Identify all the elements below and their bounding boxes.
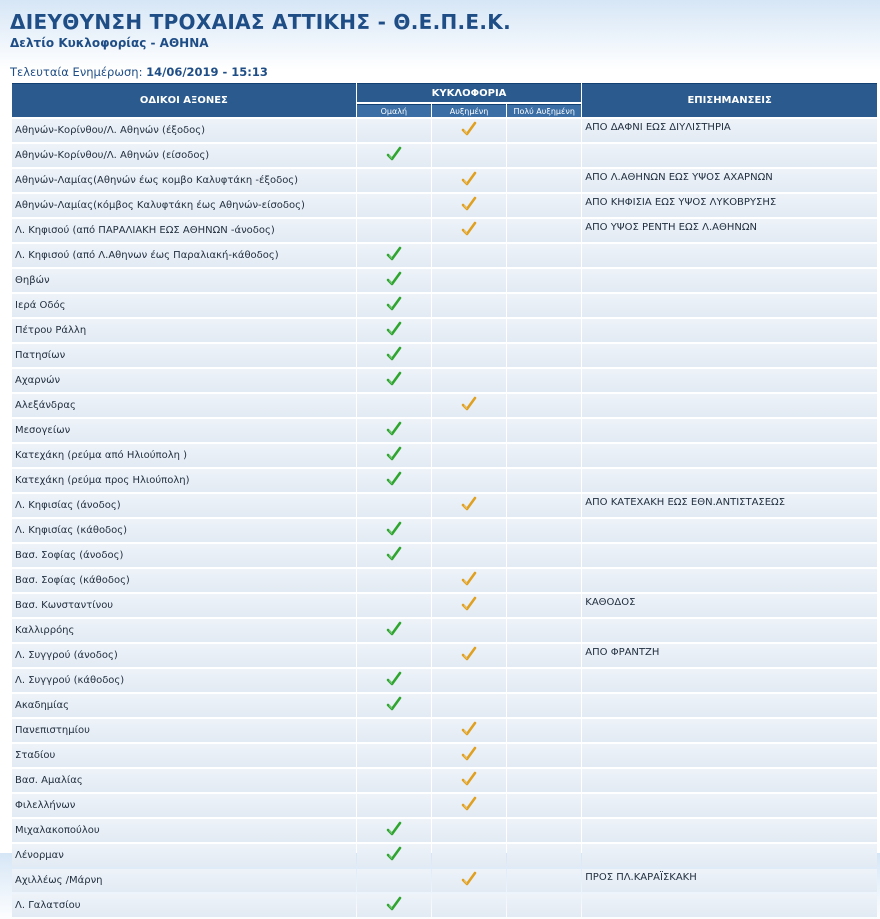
- remark: [582, 519, 877, 542]
- table-row: [12, 619, 877, 642]
- status-cell-very-increased: [507, 544, 581, 567]
- status-cell-very-increased: [507, 894, 581, 917]
- green-check-icon: [386, 271, 402, 287]
- status-cell-very-increased: [507, 344, 581, 367]
- table-row: [12, 119, 877, 142]
- status-cell-normal: [357, 244, 431, 267]
- orange-check-icon: [461, 221, 477, 237]
- traffic-table: [11, 81, 878, 919]
- status-cell-increased: [432, 669, 506, 692]
- header-increased: Αυξημένη: [432, 104, 506, 117]
- status-cell-increased: [432, 544, 506, 567]
- status-cell-normal: [357, 169, 431, 192]
- status-cell-very-increased: [507, 444, 581, 467]
- status-cell-increased: [432, 219, 506, 242]
- status-cell-normal: [357, 219, 431, 242]
- remark: [582, 269, 877, 292]
- status-cell-normal: [357, 144, 431, 167]
- status-cell-very-increased: [507, 469, 581, 492]
- remark: [582, 244, 877, 267]
- road-name: Κατεχάκη (ρεύμα προς Ηλιούπολη): [12, 469, 356, 492]
- status-cell-increased: [432, 469, 506, 492]
- status-cell-very-increased: [507, 819, 581, 842]
- orange-check-icon: [461, 646, 477, 662]
- status-cell-very-increased: [507, 744, 581, 767]
- road-name: Σταδίου: [12, 744, 356, 767]
- last-updated-value: 14/06/2019 - 15:13: [146, 65, 268, 79]
- table-row: [12, 144, 877, 167]
- green-check-icon: [386, 321, 402, 337]
- table-row: [12, 844, 877, 867]
- status-cell-normal: [357, 469, 431, 492]
- status-cell-increased: [432, 119, 506, 142]
- status-cell-very-increased: [507, 619, 581, 642]
- green-check-icon: [386, 521, 402, 537]
- orange-check-icon: [461, 496, 477, 512]
- remark: [582, 344, 877, 367]
- status-cell-normal: [357, 194, 431, 217]
- table-row: [12, 744, 877, 767]
- page-title: ΔΙΕΥΘΥΝΣΗ ΤΡΟΧΑΙΑΣ ΑΤΤΙΚΗΣ - Θ.Ε.Π.Ε.Κ.: [10, 10, 511, 34]
- status-cell-very-increased: [507, 144, 581, 167]
- status-cell-increased: [432, 269, 506, 292]
- status-cell-increased: [432, 194, 506, 217]
- status-cell-increased: [432, 519, 506, 542]
- status-cell-increased: [432, 344, 506, 367]
- road-name: Ακαδημίας: [12, 694, 356, 717]
- table-row: [12, 194, 877, 217]
- green-check-icon: [386, 246, 402, 262]
- table-row: [12, 344, 877, 367]
- table-row: [12, 519, 877, 542]
- status-cell-normal: [357, 794, 431, 817]
- road-name: Καλλιρρόης: [12, 619, 356, 642]
- status-cell-normal: [357, 619, 431, 642]
- green-check-icon: [386, 621, 402, 637]
- table-row: [12, 669, 877, 692]
- status-cell-increased: [432, 494, 506, 517]
- status-cell-normal: [357, 544, 431, 567]
- table-row: [12, 694, 877, 717]
- road-name: Αθηνών-Λαμίας(κόμβος Καλυφτάκη έως Αθηνών-είσοδος): [12, 194, 356, 217]
- remark: ΑΠΟ ΔΑΦΝΙ ΕΩΣ ΔΙΥΛΙΣΤΗΡΙΑ: [582, 119, 877, 142]
- remark: [582, 794, 877, 817]
- status-cell-normal: [357, 644, 431, 667]
- road-name: Λ. Κηφισού (από ΠΑΡΑΛΙΑΚΗ ΕΩΣ ΑΘΗΝΩΝ -άνοδος): [12, 219, 356, 242]
- road-name: Λένορμαν: [12, 844, 356, 867]
- status-cell-very-increased: [507, 494, 581, 517]
- orange-check-icon: [461, 196, 477, 212]
- road-name: Αχαρνών: [12, 369, 356, 392]
- road-name: Αλεξάνδρας: [12, 394, 356, 417]
- road-name: Θηβών: [12, 269, 356, 292]
- status-cell-increased: [432, 294, 506, 317]
- status-cell-normal: [357, 344, 431, 367]
- status-cell-very-increased: [507, 694, 581, 717]
- orange-check-icon: [461, 771, 477, 787]
- green-check-icon: [386, 696, 402, 712]
- header-traffic: ΚΥΚΛΟΦΟΡΙΑ: [357, 83, 582, 102]
- remark: [582, 419, 877, 442]
- status-cell-normal: [357, 819, 431, 842]
- green-check-icon: [386, 896, 402, 912]
- green-check-icon: [386, 671, 402, 687]
- status-cell-normal: [357, 569, 431, 592]
- status-cell-increased: [432, 794, 506, 817]
- table-row: [12, 294, 877, 317]
- road-name: Φιλελλήνων: [12, 794, 356, 817]
- remark: [582, 769, 877, 792]
- road-name: Βασ. Σοφίας (κάθοδος): [12, 569, 356, 592]
- status-cell-increased: [432, 744, 506, 767]
- page-header: [10, 10, 511, 50]
- remark: [582, 669, 877, 692]
- status-cell-normal: [357, 294, 431, 317]
- table-row: [12, 869, 877, 892]
- remark: [582, 744, 877, 767]
- table-row: [12, 644, 877, 667]
- remark: [582, 394, 877, 417]
- table-row: [12, 269, 877, 292]
- road-name: Λ. Κηφισίας (άνοδος): [12, 494, 356, 517]
- status-cell-very-increased: [507, 419, 581, 442]
- road-name: Ιερά Οδός: [12, 294, 356, 317]
- table-row: [12, 894, 877, 917]
- status-cell-normal: [357, 119, 431, 142]
- status-cell-very-increased: [507, 519, 581, 542]
- page-subtitle: Δελτίο Κυκλοφορίας - ΑΘΗΝΑ: [10, 36, 209, 50]
- road-name: Βασ. Αμαλίας: [12, 769, 356, 792]
- orange-check-icon: [461, 721, 477, 737]
- remark: ΑΠΟ ΚΑΤΕΧΑΚΗ ΕΩΣ ΕΘΝ.ΑΝΤΙΣΤΑΣΕΩΣ: [582, 494, 877, 517]
- remark: [582, 894, 877, 917]
- header-roads: ΟΔΙΚΟΙ ΑΞΟΝΕΣ: [12, 83, 356, 117]
- green-check-icon: [386, 421, 402, 437]
- status-cell-increased: [432, 594, 506, 617]
- status-cell-very-increased: [507, 869, 581, 892]
- table-row: [12, 794, 877, 817]
- table-row: [12, 394, 877, 417]
- status-cell-very-increased: [507, 394, 581, 417]
- status-cell-normal: [357, 419, 431, 442]
- status-cell-increased: [432, 169, 506, 192]
- table-row: [12, 494, 877, 517]
- status-cell-increased: [432, 719, 506, 742]
- status-cell-normal: [357, 519, 431, 542]
- status-cell-increased: [432, 844, 506, 867]
- status-cell-very-increased: [507, 719, 581, 742]
- orange-check-icon: [461, 596, 477, 612]
- last-updated-label: Τελευταία Ενημέρωση:: [10, 65, 143, 79]
- status-cell-increased: [432, 869, 506, 892]
- remark: [582, 319, 877, 342]
- table-row: [12, 719, 877, 742]
- green-check-icon: [386, 546, 402, 562]
- road-name: Κατεχάκη (ρεύμα από Ηλιούπολη ): [12, 444, 356, 467]
- status-cell-very-increased: [507, 644, 581, 667]
- table-row: [12, 419, 877, 442]
- remark: ΑΠΟ ΥΨΟΣ ΡΕΝΤΗ ΕΩΣ Λ.ΑΘΗΝΩΝ: [582, 219, 877, 242]
- status-cell-very-increased: [507, 844, 581, 867]
- road-name: Λ. Κηφισού (από Λ.Αθηνων έως Παραλιακή-κάθοδος): [12, 244, 356, 267]
- status-cell-normal: [357, 444, 431, 467]
- remark: [582, 294, 877, 317]
- road-name: Αθηνών-Κορίνθου/Λ. Αθηνών (είσοδος): [12, 144, 356, 167]
- status-cell-increased: [432, 144, 506, 167]
- traffic-rows: [12, 119, 877, 917]
- table-row: [12, 469, 877, 492]
- status-cell-normal: [357, 694, 431, 717]
- remark: ΠΡΟΣ ΠΛ.ΚΑΡΑΪΣΚΑΚΗ: [582, 869, 877, 892]
- status-cell-very-increased: [507, 594, 581, 617]
- green-check-icon: [386, 371, 402, 387]
- remark: [582, 369, 877, 392]
- header-normal: Ομαλή: [357, 104, 431, 117]
- status-cell-normal: [357, 669, 431, 692]
- status-cell-normal: [357, 744, 431, 767]
- orange-check-icon: [461, 121, 477, 137]
- table-row: [12, 594, 877, 617]
- orange-check-icon: [461, 571, 477, 587]
- status-cell-very-increased: [507, 119, 581, 142]
- remark: [582, 694, 877, 717]
- remark: ΚΑΘΟΔΟΣ: [582, 594, 877, 617]
- road-name: Βασ. Σοφίας (άνοδος): [12, 544, 356, 567]
- status-cell-normal: [357, 719, 431, 742]
- status-cell-very-increased: [507, 294, 581, 317]
- green-check-icon: [386, 346, 402, 362]
- status-cell-normal: [357, 594, 431, 617]
- status-cell-normal: [357, 369, 431, 392]
- remark: [582, 469, 877, 492]
- status-cell-very-increased: [507, 269, 581, 292]
- green-check-icon: [386, 296, 402, 312]
- remark: [582, 144, 877, 167]
- remark: [582, 819, 877, 842]
- road-name: Μιχαλακοπούλου: [12, 819, 356, 842]
- status-cell-very-increased: [507, 219, 581, 242]
- road-name: Λ. Συγγρού (άνοδος): [12, 644, 356, 667]
- table-row: [12, 319, 877, 342]
- status-cell-increased: [432, 619, 506, 642]
- remark: ΑΠΟ ΦΡΑΝΤΖΗ: [582, 644, 877, 667]
- status-cell-increased: [432, 394, 506, 417]
- status-cell-increased: [432, 369, 506, 392]
- status-cell-very-increased: [507, 169, 581, 192]
- status-cell-normal: [357, 319, 431, 342]
- status-cell-increased: [432, 644, 506, 667]
- status-cell-normal: [357, 769, 431, 792]
- header-notes: ΕΠΙΣΗΜΑΝΣΕΙΣ: [582, 83, 877, 117]
- remark: [582, 544, 877, 567]
- status-cell-very-increased: [507, 244, 581, 267]
- status-cell-increased: [432, 419, 506, 442]
- remark: [582, 444, 877, 467]
- remark: [582, 619, 877, 642]
- road-name: Αχιλλέως /Μάρνη: [12, 869, 356, 892]
- road-name: Βασ. Κωνσταντίνου: [12, 594, 356, 617]
- table-row: [12, 244, 877, 267]
- status-cell-normal: [357, 869, 431, 892]
- status-cell-increased: [432, 894, 506, 917]
- status-cell-very-increased: [507, 769, 581, 792]
- status-cell-normal: [357, 269, 431, 292]
- road-name: Λ. Γαλατσίου: [12, 894, 356, 917]
- status-cell-normal: [357, 394, 431, 417]
- remark: ΑΠΟ Λ.ΑΘΗΝΩΝ ΕΩΣ ΥΨΟΣ ΑΧΑΡΝΩΝ: [582, 169, 877, 192]
- table-row: [12, 444, 877, 467]
- table-row: [12, 369, 877, 392]
- status-cell-increased: [432, 319, 506, 342]
- green-check-icon: [386, 446, 402, 462]
- orange-check-icon: [461, 396, 477, 412]
- status-cell-increased: [432, 694, 506, 717]
- status-cell-normal: [357, 494, 431, 517]
- table-row: [12, 219, 877, 242]
- status-cell-very-increased: [507, 319, 581, 342]
- last-updated: [10, 65, 268, 79]
- green-check-icon: [386, 821, 402, 837]
- road-name: Αθηνών-Κορίνθου/Λ. Αθηνών (έξοδος): [12, 119, 356, 142]
- table-row: [12, 169, 877, 192]
- remark: [582, 719, 877, 742]
- table-row: [12, 569, 877, 592]
- road-name: Μεσογείων: [12, 419, 356, 442]
- road-name: Πανεπιστημίου: [12, 719, 356, 742]
- table-row: [12, 769, 877, 792]
- table-row: [12, 544, 877, 567]
- status-cell-normal: [357, 844, 431, 867]
- road-name: Πατησίων: [12, 344, 356, 367]
- green-check-icon: [386, 471, 402, 487]
- green-check-icon: [386, 146, 402, 162]
- orange-check-icon: [461, 746, 477, 762]
- road-name: Λ. Συγγρού (κάθοδος): [12, 669, 356, 692]
- status-cell-very-increased: [507, 194, 581, 217]
- road-name: Πέτρου Ράλλη: [12, 319, 356, 342]
- status-cell-increased: [432, 819, 506, 842]
- status-cell-increased: [432, 444, 506, 467]
- orange-check-icon: [461, 796, 477, 812]
- remark: ΑΠΟ ΚΗΦΙΣΙΑ ΕΩΣ ΥΨΟΣ ΛΥΚΟΒΡΥΣΗΣ: [582, 194, 877, 217]
- status-cell-increased: [432, 769, 506, 792]
- status-cell-increased: [432, 244, 506, 267]
- status-cell-normal: [357, 894, 431, 917]
- road-name: Λ. Κηφισίας (κάθοδος): [12, 519, 356, 542]
- remark: [582, 569, 877, 592]
- status-cell-very-increased: [507, 369, 581, 392]
- status-cell-very-increased: [507, 569, 581, 592]
- road-name: Αθηνών-Λαμίας(Αθηνών έως κομβο Καλυφτάκη -έξοδος): [12, 169, 356, 192]
- table-row: [12, 819, 877, 842]
- green-check-icon: [386, 846, 402, 862]
- remark: [582, 844, 877, 867]
- orange-check-icon: [461, 871, 477, 887]
- status-cell-very-increased: [507, 669, 581, 692]
- status-cell-increased: [432, 569, 506, 592]
- orange-check-icon: [461, 171, 477, 187]
- status-cell-very-increased: [507, 794, 581, 817]
- header-very-increased: Πολύ Αυξημένη: [507, 104, 581, 117]
